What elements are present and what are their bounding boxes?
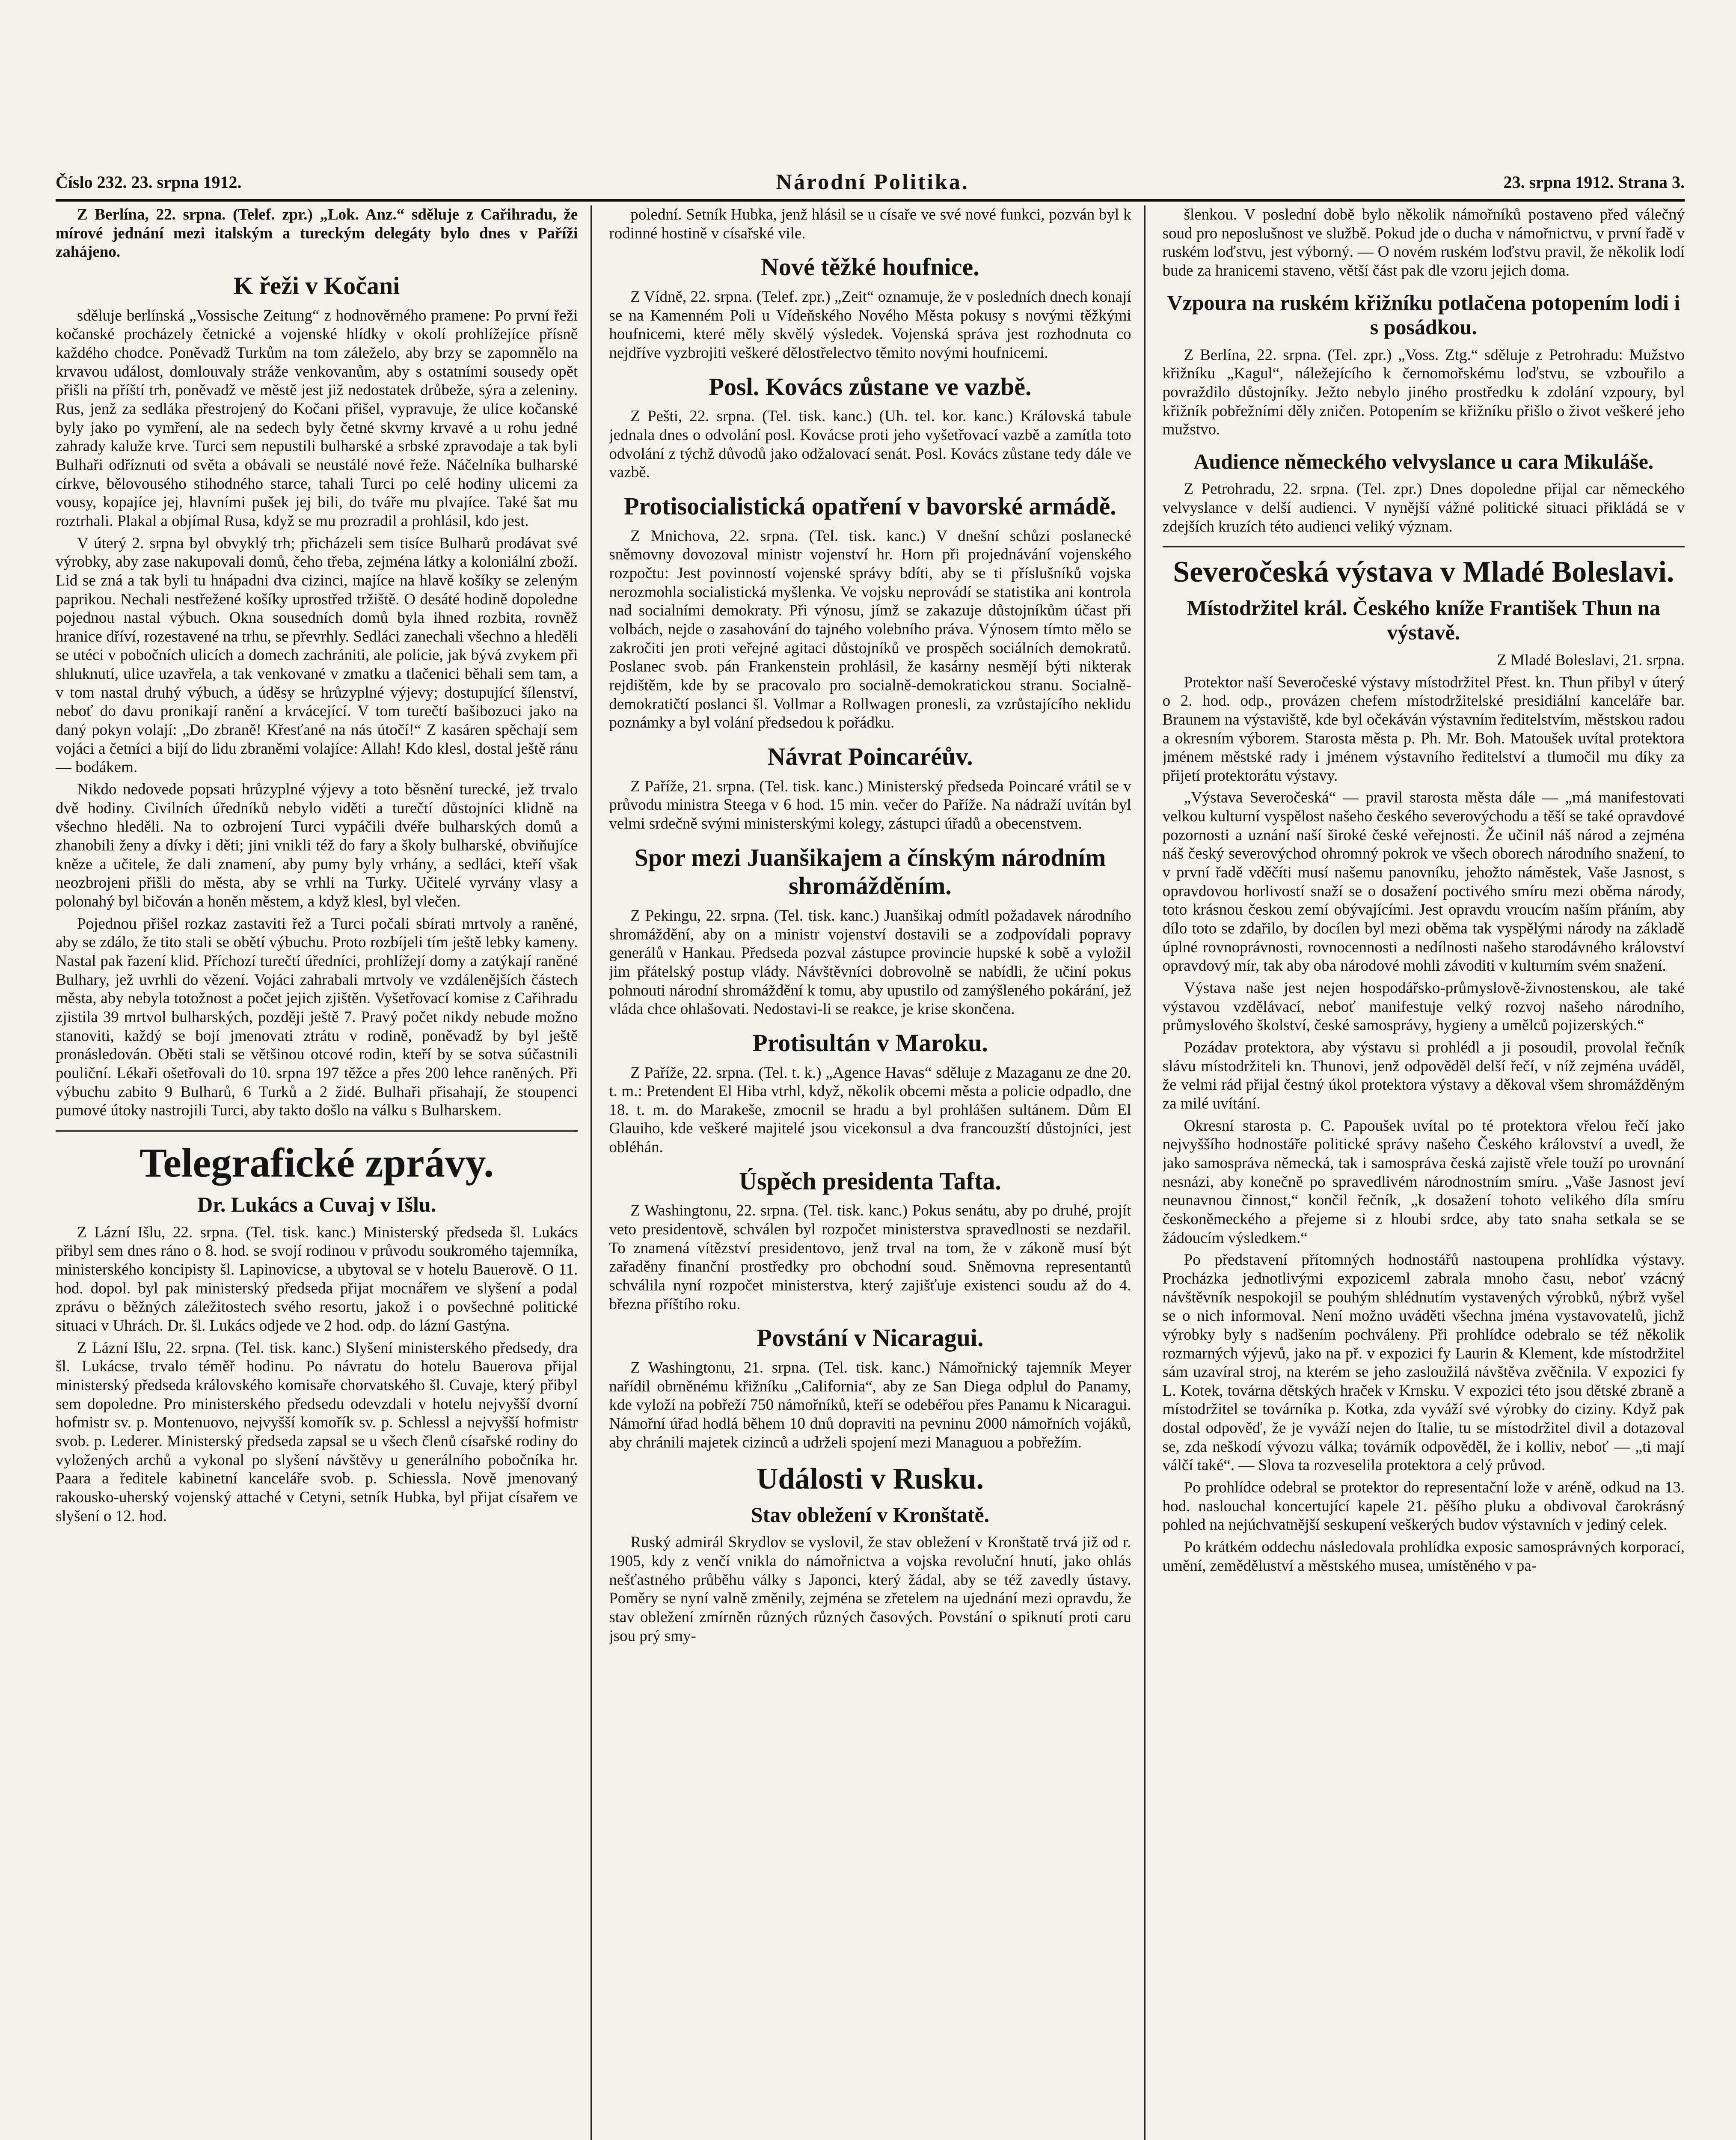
article-heading: K řeži v Kočani — [234, 271, 400, 300]
article-china — [609, 844, 1131, 1019]
article-text: Pojednou přišel rozkaz zastaviti řež a Turci počali sbírati mrtvoly a raněné, aby se zdálo, že tito stali se obětí výbuchu. Proto rozbíjeli tím ještě lebky kameny. Nastal pak řazení klid. Příchozí turečtí úředníci, prohlížejí domy a zatýkají raněné Bulhary, jež uvrhli do vězení. Vojáci zahrabali mrtvoly ve vzdálenějších částech města, aby nebyla totožnost a počet jejich zjištěn. Vyšetřovací komise z Cařihradu zjistila 39 mrtvol bulharských, později ještě 7. Pravý počet nikdy nebude možno stanoviti, každý se bojí jmenovati ztrátu v rodině, poněvadž by byl ještě pronásledován. Oběti stali se většinou otcové rodin, kteří by se sotva súčastnili pouliční. Lékaři ošetřovali do 10. srpna 197 těžce a přes 200 lehce raněných. Při výbuchu zabito 9 Bulharů, 6 Turků a 2 židé. Bulhaři přisahají, že stoupenci pumové útoky nastrojili Turci, aby takto došlo na válku s Bulharskem. — [56, 915, 578, 1120]
article-nicaragua — [609, 1324, 1131, 1452]
article-heading: Dr. Lukács a Cuvaj v Išlu. — [197, 1192, 436, 1217]
article-subheading: Místodržitel král. Českého kníže František Thun na výstavě. — [1187, 595, 1660, 645]
columns — [56, 205, 1685, 2140]
article-text: Po krátkém oddechu následovala prohlídka exposic samosprávných korporací, umění, zeměděluství a městského musea, umístěného v pa- — [1162, 1538, 1685, 1575]
article-text: Výstava naše jest nejen hospodářsko-průmyslově-živnostenskou, ale také výstavou vzdělávací, neboť manifestuje velký rozvoj našeho národního, průmyslového školství, české samosprávy, hygieny a umělců pojizerských.“ — [1162, 979, 1685, 1034]
article-exhibition — [1163, 555, 1685, 1575]
article-text: Pozádav protektora, aby výstavu si prohlédl a ji posoudil, provolal řečník slávu místodržiteli kn. Thunovi, jenž odpověděl delší řečí, v níž zejména uváděl, že velmi rád přijal čestný úkol protektora výstavy a děkoval všem shromážděným za milé uvítání. — [1162, 1039, 1685, 1112]
article-kagul — [1163, 291, 1685, 439]
article-text: Nikdo nedovede popsati hrůzyplné výjevy a toto běsnění turecké, jež trvalo dvě hodiny. Civilních úředníků nebylo viděti a turečtí důstojníci klidně na všechno hleděli. Na to ozbrojení Turci vypáčili dvéře bulharských domů a zhanobili ženy a dívky i děti; jini vnikli též do fary a školy bulharské, obviňujíce kněze a učitele, že dali znamení, aby pumy byly vrhány, a sedláci, kteří však neozbrojeni přišli do města, aby se vrhli na Turky. Učitelé vyrvány vlasy a polonahý byl bičován a honěn městem, a když klesl, byl vlečen. — [56, 781, 578, 910]
article-text: Z Vídně, 22. srpna. (Telef. zpr.) „Zeit“ oznamuje, že v posledních dnech konají se na Kamenném Poli u Vídeňského Nového Města pokusy s novými těžkými houfnicemi, které měly skvělý výsledek. Vojenská správa jest rozhodnuta co nejdříve vyzbrojiti veškeré dělostřelectvo těmito novými houfnicemi. — [609, 288, 1131, 362]
section-heading: Telegrafické zprávy. — [139, 1139, 494, 1186]
article-bavaria — [609, 492, 1131, 732]
article-howitzers — [609, 253, 1131, 362]
article-text: Z Berlína, 22. srpna. (Telef. zpr.) „Lok. Anz.“ sděluje z Cařihradu, že mírové jednání mezi italským a tureckým delegáty bylo dnes v Paříži zahájeno. — [56, 206, 578, 261]
article-text: Z Petrohradu, 22. srpna. (Tel. zpr.) Dnes dopoledne přijal car německého velvyslance v delší audienci. V nynější vážné politické situaci přikládá se v zdejších kruzích této audienci veliký význam. — [1162, 480, 1685, 535]
article-text: Po představení přítomných hodnostářů nastoupena prohlídka výstavy. Procházka jednotlivými expoziceml zabrala mnoho času, neboť vzácný návštěvník nespokojil se pouhým shlédnutím vystavených výrobků, nýbrž vyšel se o nich informoval. Není možno uváděti všechna jména vystavovatelů, jichž výrobky byly s nadšením pochváleny. Při prohlídce odebralo se též několik rozmarných výjevů, jako na př. v expozici fy Laurin & Klement, kde místodržitel sám uzavíral stroj, na kterém se jeho zasloužilá návštěva zvěčnila. V expozici fy L. Kotek, továrna dětských hraček v Krnsku. V expozici této jsou dětské zbraně a místodržitel se továrníka p. Kotka, zda vyváží své výrobky do ciziny. Když pak dostal odpověď, že je vyváží nejen do Italie, tu se místodržitel divil a dotazoval se, zda neškodí vývozu válka; továrník odpověděl, že i kolliv, neboť — „ti mají válčí také“. — Slova ta rozveselila protektora a celý průvod. — [1162, 1251, 1685, 1474]
article-heading: Události v Rusku. — [756, 1462, 984, 1496]
divider — [56, 1130, 578, 1132]
article-subheading: Stav obležení v Kronštatě. — [751, 1502, 990, 1527]
article-heading: Posl. Kovács zůstane ve vazbě. — [709, 372, 1032, 401]
article-text: V úterý 2. srpna byl obvyklý trh; přicházeli sem tisíce Bulharů prodávat své výrobky, aby zase nakupovali domů, čeho třeba, zejména látky a koloniální zboží. Lid se zná a tak byli tu hnápadni dva cizinci, majíce na hlavě košíky se zeleným paprikou. Nechali nestřežené košíky uprostřed tržiště. O desáté hodině dopoledne pojednou nastal výbuch. Okna sousedních domů byla ihned rozbita, rovněž hranice dříví, rozestavené na trhu, se převrhly. Sedláci zanechali všechno a hleděli se utéci v pobočních ulicích a domech zachrániti, ale policie, jak bývá zvykem při shluknutí, ulice uzavřela, a tak venkované v zmatku a tlačenici běhali sem tam, a v tom nastal druhý výbuch, a úděsy se hrůzyplné výjevy; dostupující šílenství, neboť do davu pronikají ranění a krvácející. V tom turečtí bašibozuci jako na daný pokyn volají: „Do zbraně! Křesťané na nás útočí!“ Z kasáren spěchají sem vojáci a četníci a bijí do lidu zbraněmi volajíce: Allah! Kdo klesl, dostal ještě ránu — bodákem. — [56, 534, 578, 776]
article-lukacs — [56, 1192, 578, 1525]
article-text: Okresní starosta p. C. Papoušek uvítal po té protektora vřelou řečí jako nejvyššího hodnostáře politické správy našeho Českého království a uvedl, že jako samospráva německá, tak i samospráva česká zajistě vřele touží po urovnání nesnázi, aby konečně po spravedlivém národnostním smíru. „Vaše Jasnost jeví neunavnou činnost,“ končil řečník, „k dosažení tohoto velikého díla smíru českoněmeckého a přejeme si z hloubi srdce, aby tato snaha setkala se se žádoucím výsledkem.“ — [1162, 1117, 1685, 1247]
article-kovacs — [609, 373, 1131, 482]
article-text: „Výstava Severočeská“ — pravil starosta města dále — „má manifestovati velkou kulturní vyspělost našeho českého severovýchodu a těší se také opravdové pozornosti a uznání naší široké české veřejnosti. Že učinil náš národ a zejména náš český severovýchod ohromný pokrok ve všech oborech národního snažení, to v první řadě vděčíti musí našemu panovníku, jehožto náměstek, Vaše Jasnost, s opravdovou horlivostí snaží se o dosažení poctivého smíru mezi oběma národy, toto krásnou českou zemí obývajícími. Jest opravdu vroucím naším přáním, aby dílo toto se zdařilo, by docílen byl mezi oběma tak vyspělými národy na základě úplné rovnoprávnosti, rovnocennosti a nedílnosti našeho starodávného království opravdový mír, tak aby oba národové mohli závoditi v kulturním svém snažení. — [1162, 789, 1685, 975]
article-heading: Audience německého velvyslance u cara Mikuláše. — [1193, 449, 1654, 473]
article-text: Z Lázní Išlu, 22. srpna. (Tel. tisk. kanc.) Ministerský předseda šl. Lukács přibyl sem dnes ráno o 8. hod. se svojí rodinou v průvodu soukromého tajemníka, ministerského koncipisty šl. Lapinovicse, a ubytoval se v hotelu Bauerově. O 11. hod. dopol. byl pak ministerský předseda přijat mocnářem ve slyšení a podal zprávu o běžných záležitostech svého resortu, jakož i o povšechné politické situaci v Uhrách. Dr. šl. Lukács odjede ve 2 hod. odp. do lázní Gastýna. — [56, 1223, 578, 1335]
divider — [1163, 546, 1685, 547]
column-1 — [56, 205, 592, 2140]
article-text: Z Lázní Išlu, 22. srpna. (Tel. tisk. kanc.) Slyšení ministerského předsedy, dra šl. Lukácse, trvalo téměř hodinu. Po návratu do hotelu Bauerova přijal ministerský předseda královského komisaře chorvatského šl. Cuvaje, který přibyl sem dopoledne. Pro ministerského předsedu odevzdali v hotelu nejvyšší dvorní hofmistr sv. p. Montenuovo, nejvyšší komořík sv. p. Schlessl a nejvyšší hofmistr svob. p. Lederer. Ministerský předseda zapsal se u všech členů císařské rodiny do vyložených archů a vykonal po slyšení návštěvy u generálního pobočníka hr. Paara a ředitele kabinetní kanceláře svob. p. Schiessla. Nově jmenovaný rakousko-uherský vojenský attaché v Cetyni, setník Hubka, byl přijat císařem ve slyšení o 12. hod. — [56, 1339, 578, 1525]
article-continued — [1163, 205, 1685, 280]
column-2 — [609, 205, 1145, 2140]
page-header — [56, 165, 1685, 202]
article-text: šlenkou. V poslední době bylo několik námořníků postaveno před válečný soud pro neposlušnost ve službě. Pokud jde o ducha v námořnictvu, v první řadě v ruském loďstvu, jest výborný. — O novém ruském loďstvu pravil, že několik lodí bude za hranicemi staveno, větší část pak dle vzoru jejich doma. — [1162, 206, 1685, 279]
article-heading: Úspěch presidenta Tafta. — [739, 1167, 1001, 1195]
article-morocco — [609, 1029, 1131, 1157]
article-heading: Severočeská výstava v Mladé Boleslavi. — [1173, 556, 1674, 589]
article-text: Z Washingtonu, 22. srpna. (Tel. tisk. kanc.) Pokus senátu, aby po druhé, projít veto presidentově, schválen byl rozpočet ministerstva spravedlnosti se nezdařil. To znamená vítězství presidentovo, jenž trval na tom, že v zákoně musí být zařaděny finanční prostředky pro obchodní soud. Sněmovna representantů schválila nyní rozpočet ministerstva, který zajišťuje existenci soudu až do 4. března příštího roku. — [609, 1202, 1131, 1313]
article-kocani — [56, 272, 578, 1120]
article-heading: Nové těžké houfnice. — [761, 253, 979, 281]
article-text: Z Pekingu, 22. srpna. (Tel. tisk. kanc.) Juanšikaj odmítl požadavek národního shromáždění, aby on a ministr vojenství dostavili se a zodpovídali popravy generálů v Hankau. Předseda pozval zástupce provincie hupské k sobě a vyložil jim přátelský postup vlády. Návštěvníci dobrovolně se nabídli, že učiní pokus pohnouti národní shromáždění k tomu, aby upustilo od zamýšleného pokárání, jež vláda chce ohlašovati. Nedostavi-li se reakce, je krise skončena. — [609, 907, 1131, 1018]
article-text: Z Paříže, 21. srpna. (Tel. tisk. kanc.) Ministerský předseda Poincaré vrátil se v průvodu ministra Steega v 6 hod. 15 min. večer do Paříže. Na nádraží uvítán byl velmi srdečně svými ministerskými kolegy, zástupci úřadů a obecenstvem. — [609, 777, 1131, 832]
article-heading: Návrat Poincaréův. — [767, 742, 973, 770]
page-number: 23. srpna 1912. Strana 3. — [1503, 172, 1685, 192]
article-heading: Spor mezi Juanšikajem a čínským národním shromážděním. — [634, 843, 1106, 900]
article-taft — [609, 1167, 1131, 1314]
article-text: Z Pešti, 22. srpna. (Tel. tisk. kanc.) (Uh. tel. kor. kanc.) Královská tabule jednala dnes o odvolání posl. Kovácse proti jeho vyšetřovací vazbě a zamítla toto odvolání z týchž důvodů jako odžalovací senát. Posl. Kovács zůstane tedy dále ve vazbě. — [609, 407, 1131, 482]
article-audience — [1163, 449, 1685, 536]
issue-number: Číslo 232. 23. srpna 1912. — [56, 172, 242, 192]
article-text: polední. Setník Hubka, jenž hlásil se u císaře ve své nové funkci, pozván byl k rodinné hostině v císařské vile. — [609, 206, 1131, 242]
article-russia — [609, 1462, 1131, 1645]
article-heading: Protisultán v Maroku. — [752, 1028, 988, 1057]
article-text: Z Washingtonu, 21. srpna. (Tel. tisk. kanc.) Námořnický tajemník Meyer nařídil obrněnému křižníku „California“, aby ze San Diega odplul do Panamy, kde vyloží na pobřeží 750 námořníků, kteří se odebéřou přes Panamu k Nicaragui. Námořní úřad hodlá během 10 dnů dopraviti na pevninu 2000 námořních vojáků, aby chránili majetek cizinců a udrželi spojení mezi Managuou a pobřežím. — [609, 1359, 1131, 1451]
article-heading: Vzpoura na ruském křižníku potlačena potopením lodi i s posádkou. — [1167, 290, 1680, 339]
article-text: Z Berlína, 22. srpna. (Tel. zpr.) „Voss. Ztg.“ sděluje z Petrohradu: Mužstvo křižníku „Kagul“, náležejícího k černomořskému loďstvu, se vzbouřilo a povraždilo důstojníky. Ježto nebylo jiného prostředku k zdolání vzpoury, byl křižník pobřežními děly zničen. Potopením se křižníku přišlo o život veškeré jeho mužstvo. — [1162, 346, 1685, 439]
article-text: Z Mnichova, 22. srpna. (Tel. tisk. kanc.) V dnešní schůzi poslanecké sněmovny dovozoval ministr vojenství hr. Horn při projednávání vojenského rozpočtu: Jest povinností vojenské správy bdíti, aby se ti příslušníků vojska nerozmohla socialistická myšlenka. Ve vojsku neprovádí se statistika ani kontrola nad socialními demokraty. Při výnosu, jímž se zakazuje důstojníkům účast při volbách, nejde o zasahování do tajného volebního práva. Výnosem tímto mělo se zakročiti jen proti veřejné agitaci důstojníků ve prospěch sociálních demokratů. Poslanec svob. pán Frankenstein prohlásil, že kasárny nesmějí býti nikterak rejdištěm, kde by se pracovalo pro socialně-demokratickou stranu. Socialně-demokratičtí poslanci šl. Vollmar a Rollwagen pronesli, za vzrůstajícího neklidu poznámky a byl volání předsedou k pořádku. — [609, 527, 1131, 732]
article-text: Po prohlídce odebral se protektor do representační lože v aréně, odkud na 13. hod. naslouchal koncertující kapele 21. pěšího pluku a obdivoval čarokrásný pohled na nejúchvatnější seskupení veškerých budov výstavních v jediný celek. — [1162, 1479, 1685, 1534]
article-continued — [609, 205, 1131, 243]
article-heading: Povstání v Nicaragui. — [757, 1324, 984, 1352]
article-text: Z Paříže, 22. srpna. (Tel. t. k.) „Agence Havas“ sděluje z Mazaganu ze dne 20. t. m.: Pretendent El Hiba vtrhl, když, několik obcemi města a policie odpadlo, dne 18. t. m. do Marakeše, zmocnil se hradu a byl prohlášen sultánem. Dům El Glauiho, kde veškeré majitelé jsou vicekonsul a dva francouzští důstojníci, jest obléhán. — [609, 1064, 1131, 1156]
article-text: sděluje berlínská „Vossische Zeitung“ z hodnověrného pramene: Po první řeži kočanské procházely četnické a vojenské hlídky v okolí prohlížejíce přísně každého chodce. Poněvadž Turkům na tom záleželo, aby brzy se zapomnělo na krvavou událost, domlouvaly stráže venkovanům, aby s ostatními sousedy opět přišli na příští trh, poněvadž ve městě jest již nedostatek drůbeže, sýra a zeleniny. Rus, jenž za sedláka přestrojený do Kočani přišel, vypravuje, že ulice kočanské byly jako po vymření, ale na sedech byly četné skvrny krvavé a u rohu jedné zahrady kaluže krve. Turci sem nepustili bulharské a srbské zpravodaje a tak byli Bulhaři odříznuti od světa a obávali se neustálé nové řeže. Náčelníka bulharské církve, bělovousého stihodného starce, tahali Turci po celé hodiny ulicemi za vousy, kopajíce jej, hlavními pušek jej bili, do tváře mu plvajíce. Také šat mu roztrhali. Plakal a objímal Rusa, když se mu prozradil a prohlásil, kdo jest. — [56, 306, 578, 530]
article-text: Protektor naší Severočeské výstavy místodržitel Přest. kn. Thun přibyl v úterý o 2. hod. odp., provázen chefem místodržitelské presidiální kanceláře bar. Braunem na výstaviště, kde byl očekáván výstavním ředitelstvím, městskou radou a okresním výborem. Starosta města p. Ph. Mr. Boh. Matoušek uvítal protektora jménem městské rady i jménem výstavního ředitelství a tlumočil mu díky za přijetí protektorátu výstavy. — [1162, 673, 1685, 785]
column-3 — [1163, 205, 1685, 2140]
article-text: Ruský admirál Skrydlov se vyslovil, že stav obležení v Kronštatě trvá již od r. 1905, kdy z venčí vnikla do námořnictva a vojska revoluční hnutí, jako ohlás nešťastného průběhu války s Japonci, který žádal, aby se též zavedly ústavy. Poměry se nyní valně změnily, zejména se zřetelem na ujednání mezi opravdu, že stav obležení zmírněn různých různých časových. Povstání o spiknutí proti caru jsou prý smy- — [609, 1534, 1131, 1645]
article-heading: Protisocialistická opatření v bavorské armádě. — [624, 492, 1116, 520]
dateline: Z Mladé Boleslavi, 21. srpna. — [1497, 651, 1685, 669]
article-peace-talks — [56, 205, 578, 262]
article-poincare — [609, 743, 1131, 833]
masthead: Národní Politika. — [776, 169, 969, 194]
